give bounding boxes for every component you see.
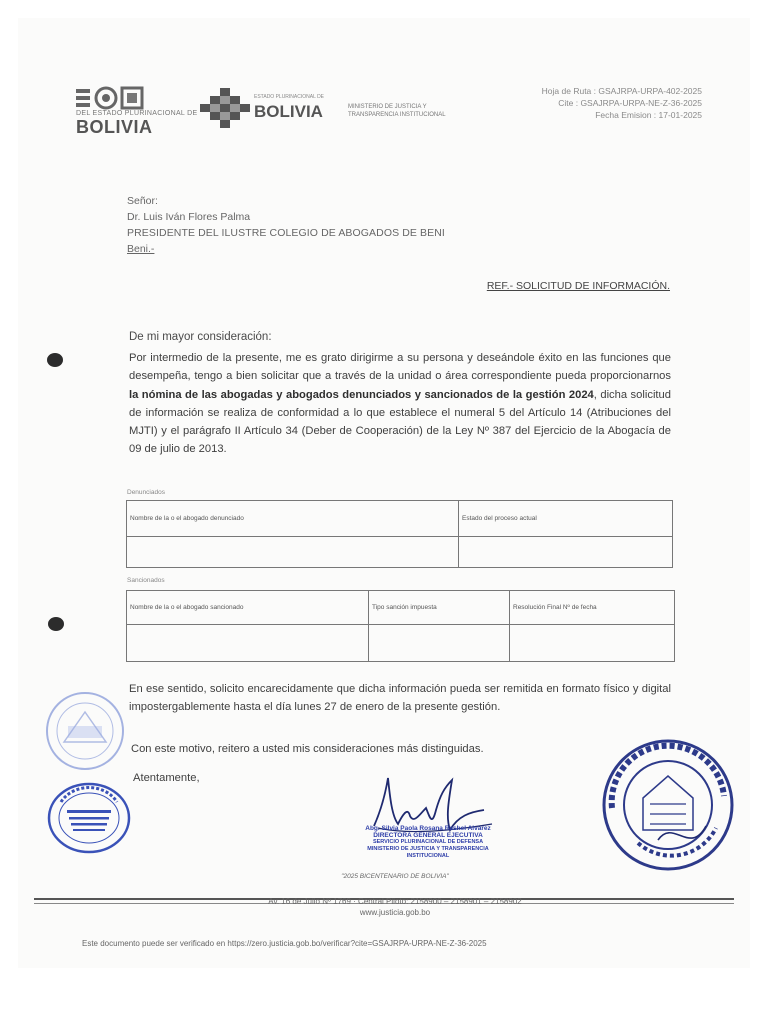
logo2-title: BOLIVIA — [254, 102, 323, 121]
body-paragraph-1 — [129, 349, 671, 459]
body-paragraph-2: En ese sentido, solicito encarecidamente que dicha información pueda ser remitida en formato físico y digital impostergablemente hasta el día lunes 27 de enero de la presente gestión. — [129, 683, 671, 714]
colegio-abogados-seal-icon — [598, 738, 738, 872]
signer-name: Abg. Silvia Paola Rosana Rashel Alvarez — [365, 825, 491, 832]
table-cell — [510, 625, 675, 662]
table2-header-resolution: Resolución Final Nº de fecha — [510, 591, 675, 625]
ministry-name-line2: TRANSPARENCIA INSTITUCIONAL — [348, 112, 446, 118]
footer-address: Av. 16 de Julio Nº 1769 · Central Piloto: 2158900 – 2158901 – 2158902 — [268, 897, 522, 906]
ministry-logo — [196, 86, 486, 136]
signer-unit-1: SERVICIO PLURINACIONAL DE DEFENSA — [372, 839, 484, 845]
table-row — [127, 591, 675, 625]
training-unit-seal-icon — [47, 782, 131, 854]
punch-hole — [48, 617, 64, 631]
logo2-subtitle: ESTADO PLURINACIONAL DE — [254, 94, 325, 100]
document-references — [542, 85, 702, 121]
emission-date: Fecha Emision : 17-01-2025 — [595, 110, 702, 120]
addressee-name: Dr. Luis Iván Flores Palma — [127, 211, 251, 223]
salutation: Señor: — [127, 195, 158, 207]
p1-text-a: Por intermedio de la presente, me es grato dirigirme a su persona y deseándole éxito en las funciones que desempeña, tengo a bien solicitar que a través de la unidad o área correspondiente pueda proporcionarnos — [129, 352, 671, 383]
closing: Atentamente, — [133, 772, 200, 784]
bolivia-logo-mark-icon — [76, 86, 158, 110]
table1-header-name: Nombre de la o el abogado denunciado — [127, 501, 459, 537]
table-cell — [127, 537, 459, 568]
signer-role: DIRECTORA GENERAL EJECUTIVA — [373, 832, 483, 839]
footer-contact — [190, 896, 600, 918]
body-paragraph-3: Con este motivo, reitero a usted mis consideraciones más distinguidas. — [131, 743, 484, 755]
addressee-title: PRESIDENTE DEL ILUSTRE COLEGIO DE ABOGADOS DE BENI — [127, 227, 445, 239]
ministry-name — [348, 103, 446, 119]
bolivia-brand-logo — [76, 86, 198, 138]
table-row — [127, 625, 675, 662]
table2-header-sanction: Tipo sanción impuesta — [369, 591, 510, 625]
table-cell — [369, 625, 510, 662]
bolivia-emblem-icon — [196, 86, 254, 134]
punch-hole — [47, 353, 63, 367]
table2-header-name: Nombre de la o el abogado sancionado — [127, 591, 369, 625]
greeting: De mi mayor consideración: — [129, 331, 272, 343]
table1-header-status: Estado del proceso actual — [459, 501, 673, 537]
ministry-name-line1: MINISTERIO DE JUSTICIA Y — [348, 104, 427, 110]
verification-note: Este documento puede ser verificado en https://zero.justicia.gob.bo/verificar?cite=GSAJRPA-URPA-NE-Z-36-2025 — [82, 939, 487, 948]
sancionados-table — [126, 590, 675, 662]
reference-line: REF.- SOLICITUD DE INFORMACIÓN. — [486, 280, 670, 292]
p1-text-c: , dicha solicitud de información se realiza de conformidad a lo que establece el numeral 5 del Artículo 14 (Atribuciones del MJTI) y el parágrafo II Artículo 34 (Deber de Cooperación) de la Ley Nº 387 del Ejercicio de la Abogacía de 09 de julio de 2013. — [129, 388, 671, 456]
p1-text-bold: la nómina de las abogadas y abogados denunciados y sancionados de la gestión 2024 — [129, 388, 594, 401]
institution-seal-top-left-icon — [44, 690, 126, 772]
table2-caption: Sancionados — [127, 577, 165, 584]
addressee-city: Beni.- — [127, 243, 155, 255]
table-cell — [127, 625, 369, 662]
signer-unit-2: MINISTERIO DE JUSTICIA Y TRANSPARENCIA INSTITUCIONAL — [367, 846, 489, 859]
table1-caption: Denunciados — [127, 489, 165, 496]
cite-number: Cite : GSAJRPA-URPA-NE-Z-36-2025 — [558, 98, 702, 108]
logo1-title: BOLIVIA — [76, 117, 153, 137]
addressee-block — [127, 193, 445, 257]
footer-website[interactable]: www.justicia.gob.bo — [359, 908, 431, 917]
table-row — [127, 537, 673, 568]
signature-block — [358, 825, 498, 860]
bicentenario-motto: "2025 BICENTENARIO DE BOLIVIA" — [341, 873, 449, 880]
table-row — [127, 501, 673, 537]
denunciados-table — [126, 500, 673, 568]
hoja-de-ruta: Hoja de Ruta : GSAJRPA-URPA-402-2025 — [541, 86, 702, 96]
logo1-subtitle: DEL ESTADO PLURINACIONAL DE — [76, 110, 198, 117]
table-cell — [459, 537, 673, 568]
